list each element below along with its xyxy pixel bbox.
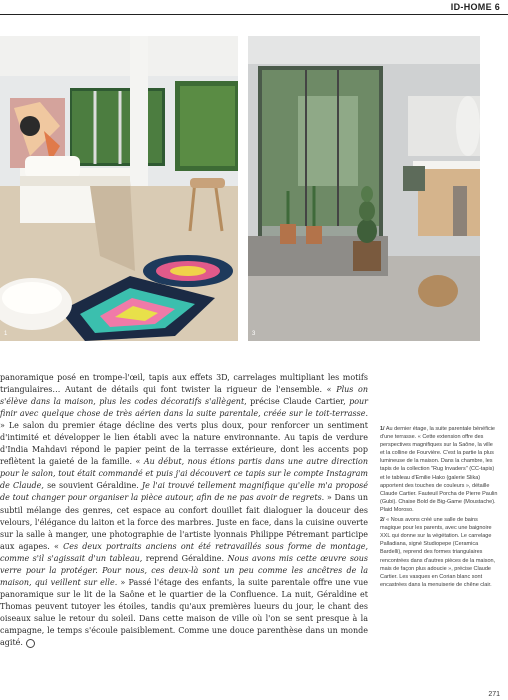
magazine-section-header: ID-HOME 6 <box>450 2 500 12</box>
photo-number-3: 3 <box>252 331 256 337</box>
photo-bathroom <box>248 36 480 341</box>
caption-1: 1/ Au dernier étage, la suite parentale bénéficie d'une terrasse. « Cette extension offre des perspectives magnifiques sur la Saône, la ville et la colline de Fourvière. C'est la partie la plus lumineuse de la maison. Dans la chambre, les tapis de la collection "Rug Invaders" (CC-tapis) et le tableau d'Emilie Hako (galerie Slika) apportent des touches de couleurs », détaille Claude Cartier. Fauteuil Porcha de Pierre Paulin (Gubi). Chaise Bold de Big-Game (Moustache). Plaid Moroso. <box>380 426 498 513</box>
header-rule <box>0 14 508 15</box>
page-number: 271 <box>488 691 500 698</box>
photo-captions <box>380 425 498 591</box>
photo-bedroom <box>0 36 238 341</box>
article-body: panoramique posé en trompe-l'œil, tapis aux effets 3D, carrelages multipliant les motifs triangulaires… Autant de détails qui font twister la rigueur de l'ensemble. « Plus on s'élève dans la maison, plus les codes décoratifs s'allègent, précise Claude Cartier, pour finir avec quelque chose de très aérien dans la suite parentale, créée sur le toit-terrasse. » Le salon du premier étage décline des verts plus doux, pour renforcer un sentiment d'intimité et développer le lien établi avec la nature environnante. Au tapis de verdure d'India Mahdavi répond le papier peint de la terrasse extérieure, dont les accents pop reflètent la gaieté de la famille. « Au début, nous étions partis dans une autre direction pour le salon, tout était commandé et puis j'ai découvert ce tapis sur le compte Instagram de Claude, se souvient Géraldine. Je l'ai trouvé tellement magnifique qu'elle m'a proposé de tout changer pour organiser la pièce autour, afin de ne pas avoir de regrets. » Dans un subtil mélange des genres, cet espace au confort douillet fait dialoguer la douceur des velours, l'élégance du laiton et la force des marbres. Juste en face, dans la cuisine ouverte sur la salle à manger, une photographie de l'artiste lyonnais Philippe Pétremant participe aux agapes. « Ces deux portraits anciens ont été retravaillés sous forme de montage, comme s'il s'agissait d'un tableau, reprend Géraldine. Nous avons mis cette œuvre sous verre pour la protéger. Pour nous, ces deux-là sont un peu comme les ancêtres de la maison, qui veillent sur elle. » Passé l'étage des enfants, la suite parentale offre une vue panoramique sur le lit de la Saône et le quartier de la Confluence. La nuit, Géraldine et Thomas peuvent tutoyer les étoiles, tandis qu'aux premières lueurs du jour, le chant des oiseaux salue le retour du soleil. Dans cette maison de ville où l'on se sent presque à la campagne, le temps s'écoule paisiblement. Comme une douce parenthèse dans un monde agité. <box>0 373 369 648</box>
bathroom-illustration <box>248 36 480 341</box>
article-end-icon <box>26 639 35 648</box>
bedroom-illustration <box>0 36 238 341</box>
photo-number-1: 1 <box>4 331 8 337</box>
caption-2: 2/ « Nous avons créé une salle de bains magique pour les parents, avec une baignoire XXL qui donne sur la végétation. Le carrelage Palladiana, signé Studiopepe (Ceramica Bardelli), reprend des formes triangulaires rencontrées dans d'autres pièces de la maison, mais de façon plus adoucie », précise Claude Cartier. Les vasques en Corian blanc sont encastrées dans la menuiserie de chêne clair. <box>380 517 496 588</box>
